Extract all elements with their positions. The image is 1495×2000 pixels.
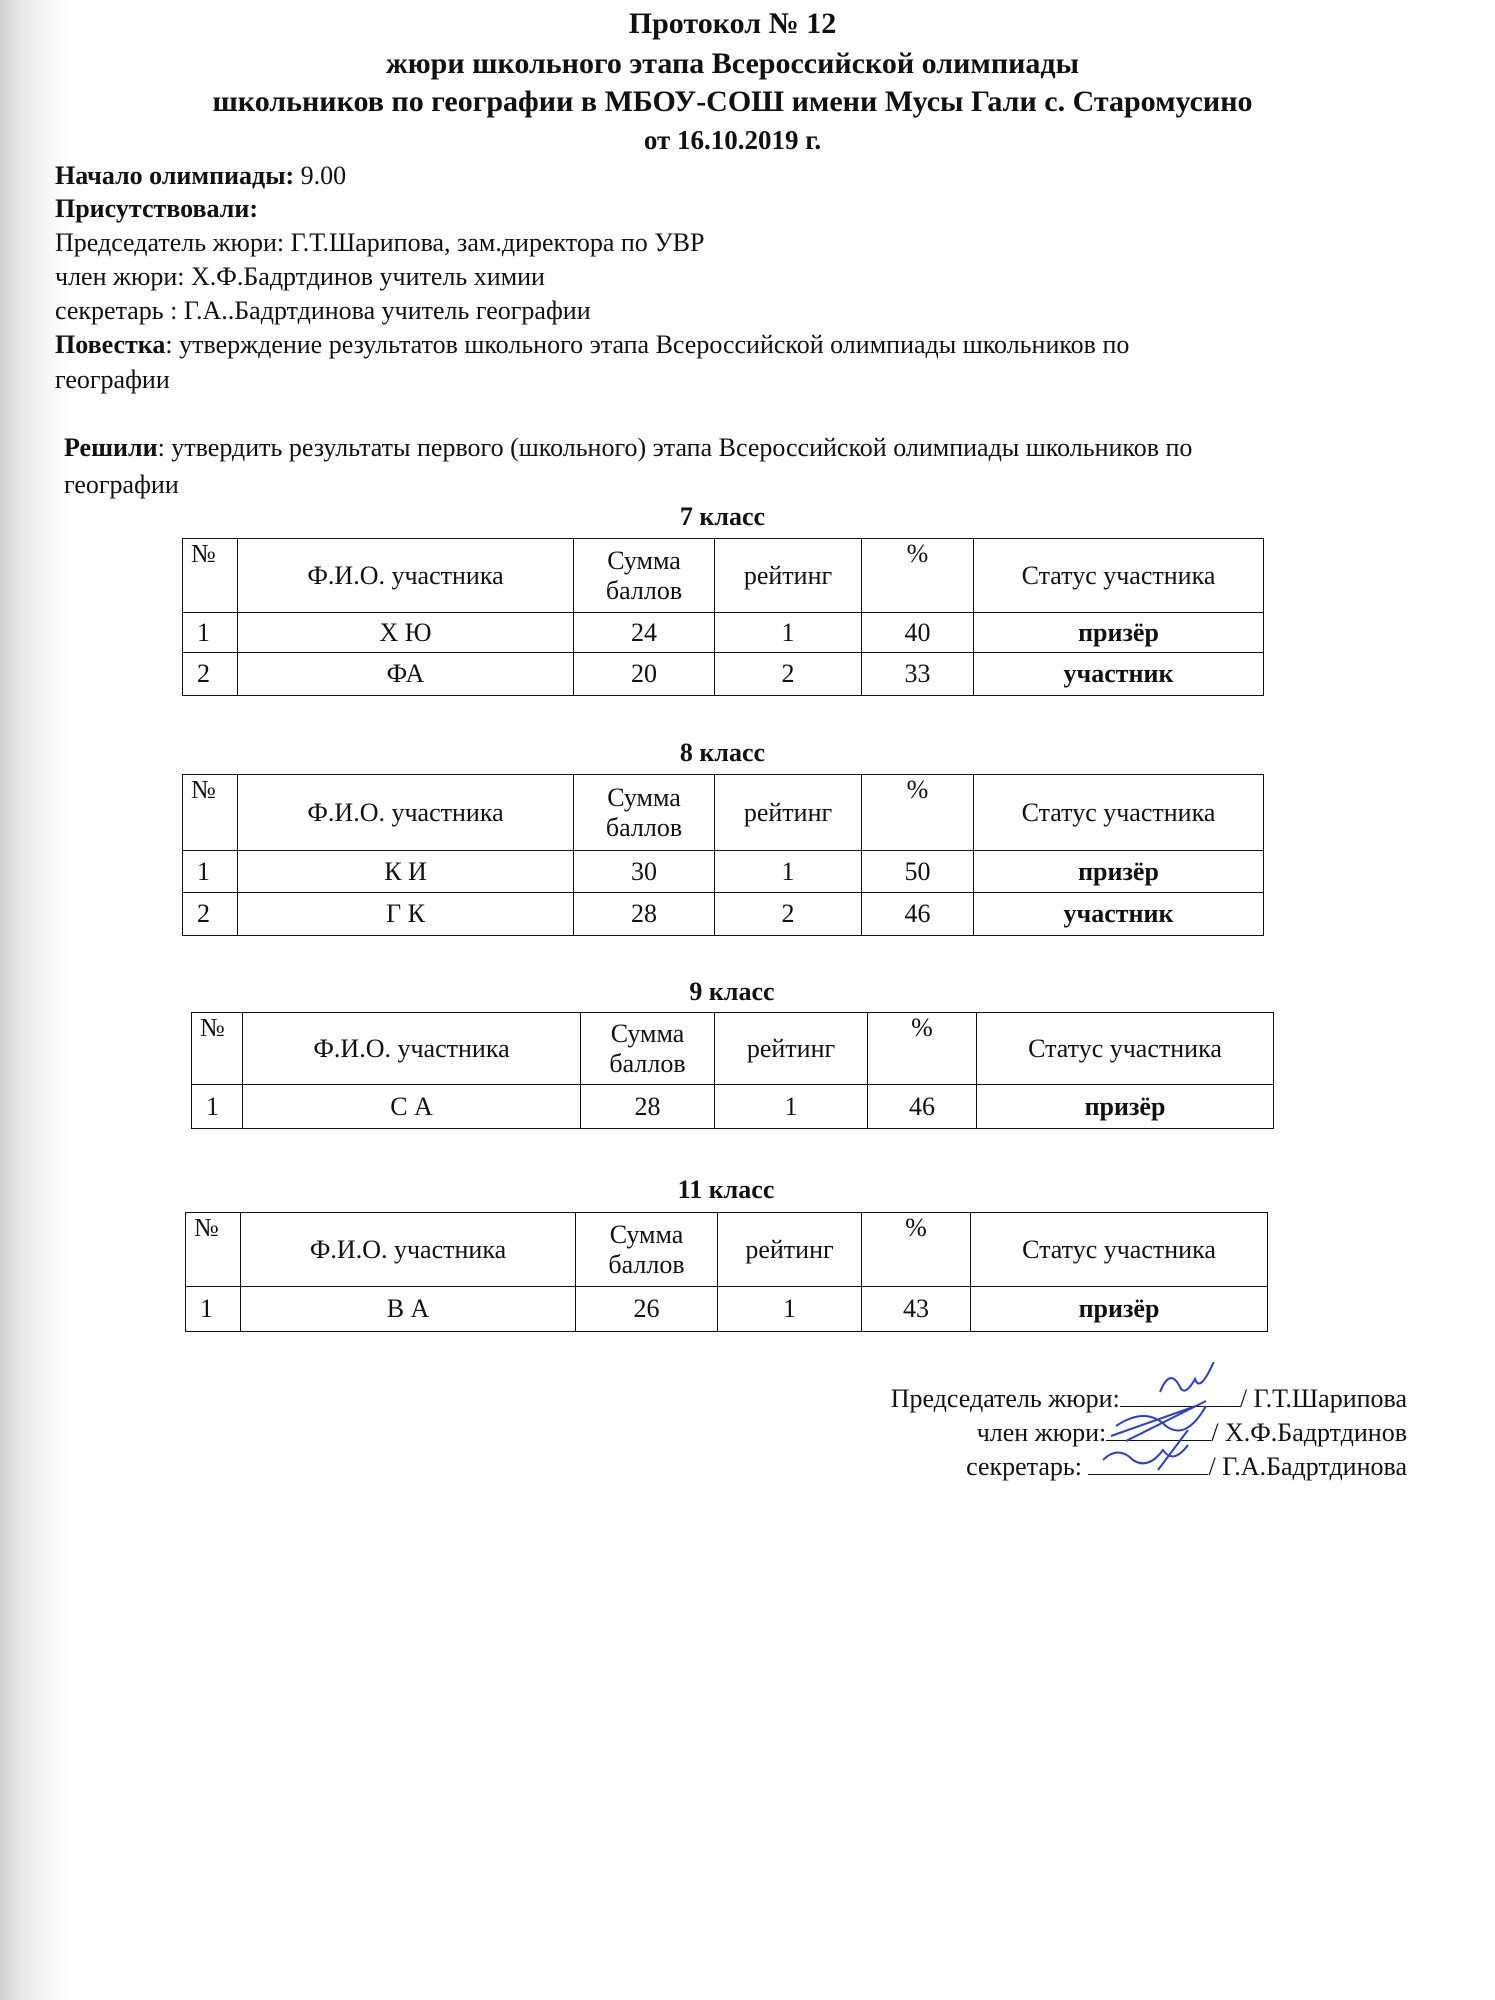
column-header: Сумма баллов — [576, 1213, 718, 1287]
signature-name: / Г.Т.Шарипова — [1239, 1384, 1407, 1413]
table-header-row — [183, 539, 1264, 613]
handwritten-signature — [1088, 1448, 1208, 1475]
agenda-text: : утверждение результатов школьного этапа Всероссийской олимпиады школьников по — [165, 330, 1130, 359]
signature-role: секретарь: — [966, 1452, 1089, 1481]
results-table — [182, 774, 1264, 936]
column-header: Ф.И.О. участника — [241, 1213, 576, 1287]
start-label: Начало олимпиады: — [55, 161, 295, 190]
row-number: 1 — [183, 851, 238, 893]
score-sum: 20 — [574, 653, 715, 696]
class-title: 9 класс — [689, 977, 775, 1006]
percent: 46 — [862, 893, 974, 936]
score-sum: 28 — [581, 1085, 715, 1129]
class-title: 8 класс — [679, 738, 766, 767]
decided-label: Решили — [64, 433, 158, 462]
class-title: 7 класс — [679, 502, 766, 531]
table-row — [183, 851, 1264, 893]
results-table — [182, 538, 1264, 696]
row-number: 2 — [183, 653, 238, 696]
decided-text: : утвердить результаты первого (школьного) этапа Всероссийской олимпиады школьников по — [157, 433, 1193, 462]
signature-name: / Х.Ф.Бадртдинов — [1211, 1418, 1407, 1447]
table-header-row — [192, 1013, 1274, 1085]
participant-status: участник — [974, 893, 1264, 936]
percent: 43 — [862, 1287, 971, 1332]
doc-subtitle-1: жюри школьного этапа Всероссийской олимпиады — [386, 47, 1079, 80]
participant-status: призёр — [974, 613, 1264, 653]
rating: 2 — [715, 893, 862, 936]
table-header-row — [183, 775, 1264, 851]
start-line — [55, 160, 346, 192]
participant-name: К И — [238, 851, 574, 893]
column-header: рейтинг — [715, 1013, 868, 1085]
participant-name: Г К — [238, 893, 574, 936]
column-header: Сумма баллов — [574, 775, 715, 851]
column-header: Ф.И.О. участника — [243, 1013, 581, 1085]
signature-name: / Г.А.Бадртдинова — [1208, 1452, 1407, 1481]
results-table — [185, 1212, 1268, 1332]
column-header: Сумма баллов — [581, 1013, 715, 1085]
chair-line: Председатель жюри: Г.Т.Шарипова, зам.директора по УВР — [55, 228, 705, 257]
results-table — [191, 1012, 1274, 1129]
column-header: Ф.И.О. участника — [238, 539, 574, 613]
agenda-line-2: географии — [55, 365, 170, 394]
column-header: Статус участника — [971, 1213, 1268, 1287]
percent: 33 — [862, 653, 974, 696]
column-header: № — [192, 1013, 243, 1085]
percent: 50 — [862, 851, 974, 893]
doc-subtitle-2: школьников по географии в МБОУ-СОШ имени Мусы Гали с. Старомусино — [212, 85, 1253, 118]
participant-status: призёр — [971, 1287, 1268, 1332]
score-sum: 24 — [574, 613, 715, 653]
table-header-row — [186, 1213, 1268, 1287]
participant-name: ФА — [238, 653, 574, 696]
column-header: рейтинг — [715, 539, 862, 613]
table-row — [183, 893, 1264, 936]
participant-name: С А — [243, 1085, 581, 1129]
agenda-label: Повестка — [55, 330, 166, 359]
column-header: Статус участника — [977, 1013, 1274, 1085]
table-row — [183, 613, 1264, 653]
rating: 2 — [715, 653, 862, 696]
column-header: № — [186, 1213, 241, 1287]
column-header: % — [862, 1213, 971, 1287]
rating: 1 — [715, 1085, 868, 1129]
row-number: 1 — [183, 613, 238, 653]
column-header: рейтинг — [718, 1213, 862, 1287]
row-number: 1 — [186, 1287, 241, 1332]
percent: 46 — [868, 1085, 977, 1129]
participant-name: Х Ю — [238, 613, 574, 653]
signature-role: Председатель жюри: — [890, 1384, 1120, 1413]
column-header: Ф.И.О. участника — [238, 775, 574, 851]
column-header: % — [862, 775, 974, 851]
class-title: 11 класс — [677, 1175, 775, 1204]
present-label-text: Присутствовали: — [55, 194, 258, 223]
percent: 40 — [862, 613, 974, 653]
rating: 1 — [715, 851, 862, 893]
member-line: член жюри: Х.Ф.Бадртдинов учитель химии — [55, 262, 545, 291]
secretary-line: секретарь : Г.А..Бадртдинова учитель географии — [55, 296, 591, 325]
score-sum: 28 — [574, 893, 715, 936]
row-number: 2 — [183, 893, 238, 936]
participant-status: участник — [974, 653, 1264, 696]
participant-name: В А — [241, 1287, 576, 1332]
column-header: № — [183, 539, 238, 613]
decided-line-2: географии — [64, 470, 179, 499]
column-header: № — [183, 775, 238, 851]
doc-date: от 16.10.2019 г. — [643, 125, 822, 155]
rating: 1 — [718, 1287, 862, 1332]
decided-line — [64, 432, 1192, 464]
score-sum: 26 — [576, 1287, 718, 1332]
start-value: 9.00 — [294, 161, 347, 190]
column-header: % — [868, 1013, 977, 1085]
row-number: 1 — [192, 1085, 243, 1129]
column-header: % — [862, 539, 974, 613]
agenda-line — [55, 329, 1129, 361]
table-row — [192, 1085, 1274, 1129]
signature-secretary — [966, 1448, 1407, 1484]
present-label — [55, 193, 258, 225]
rating: 1 — [715, 613, 862, 653]
participant-status: призёр — [974, 851, 1264, 893]
doc-title: Протокол № 12 — [628, 7, 837, 40]
column-header: рейтинг — [715, 775, 862, 851]
column-header: Сумма баллов — [574, 539, 715, 613]
score-sum: 30 — [574, 851, 715, 893]
table-row — [183, 653, 1264, 696]
participant-status: призёр — [977, 1085, 1274, 1129]
signature-role: член жюри: — [976, 1418, 1107, 1447]
column-header: Статус участника — [974, 539, 1264, 613]
column-header: Статус участника — [974, 775, 1264, 851]
table-row — [186, 1287, 1268, 1332]
